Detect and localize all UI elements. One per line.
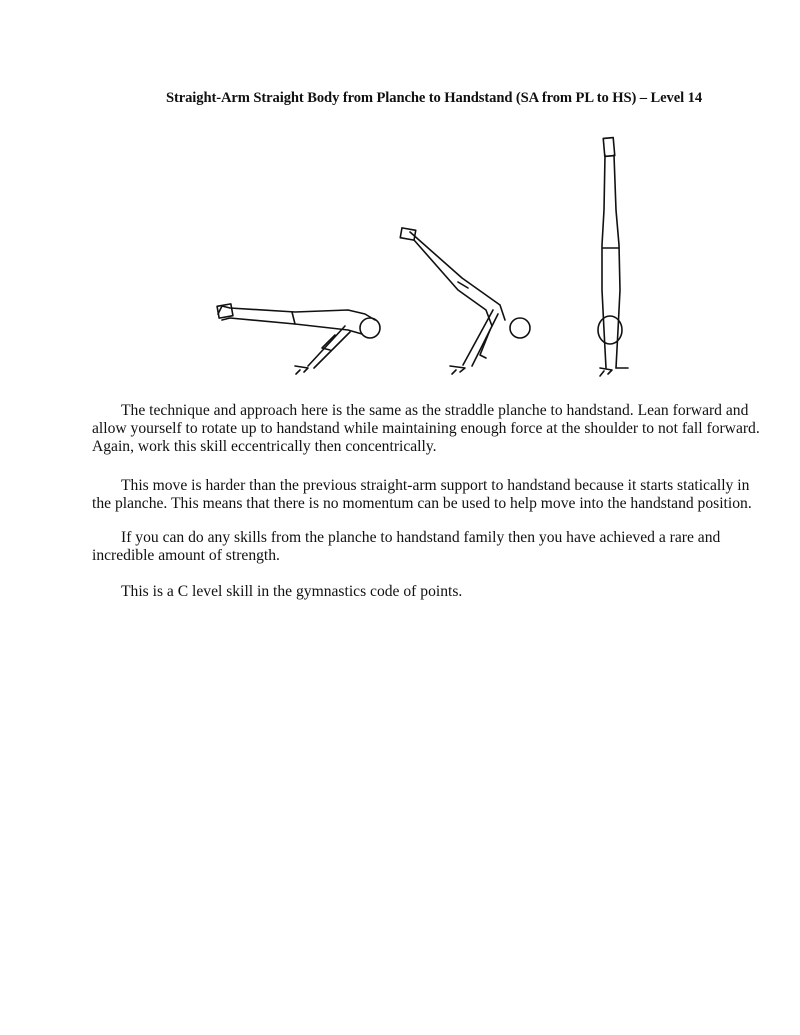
document-title: Straight-Arm Straight Body from Planche to Handstand (SA from PL to HS) – Level 14 xyxy=(165,90,703,106)
body-paragraph xyxy=(92,477,772,513)
body-paragraph xyxy=(92,402,772,456)
paragraph-text: If you can do any skills from the planche to handstand family then you have achieved a rare and incredible amount of strength. xyxy=(92,529,721,564)
skill-progression-figure xyxy=(200,130,650,380)
paragraph-text: The technique and approach here is the same as the straddle planche to handstand. Lean forward and allow yourself to rotate up to handstand while maintaining enough force at the shoulder to not fall forward. Again, work this skill eccentrically then concentrically. xyxy=(92,402,760,455)
figure-stage-rotation xyxy=(400,228,530,374)
body-paragraph xyxy=(92,529,772,565)
figure-stage-planche xyxy=(217,304,380,374)
paragraph-text: This move is harder than the previous straight-arm support to handstand because it starts statically in the planche. This means that there is no momentum can be used to help move into the handstand position. xyxy=(92,477,752,512)
paragraph-text: This is a C level skill in the gymnastics code of points. xyxy=(121,583,463,600)
figure-stage-handstand xyxy=(598,138,628,376)
body-paragraph xyxy=(92,583,772,601)
